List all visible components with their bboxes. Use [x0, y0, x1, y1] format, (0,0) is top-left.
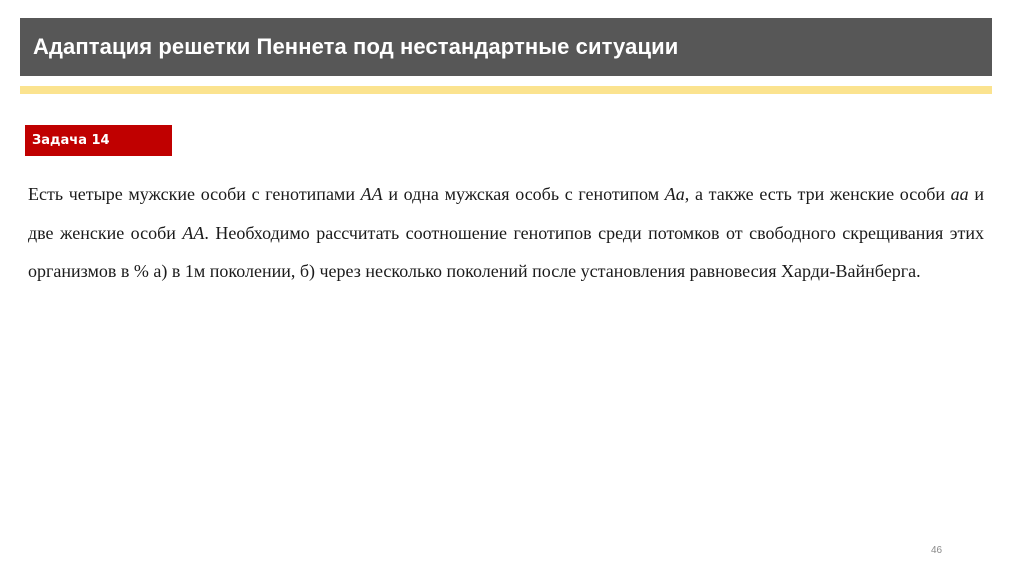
genotype-text: AA [182, 222, 205, 243]
task-text-part: , а также есть три женские особи [684, 184, 951, 204]
task-description [28, 175, 984, 291]
task-label: Задача 14 [32, 133, 110, 148]
task-badge [25, 125, 172, 156]
page-number: 46 [931, 545, 943, 556]
task-text-part: и одна мужская особь с генотипом [382, 184, 665, 204]
accent-divider [20, 86, 992, 94]
task-text-part: и две женские особи [28, 184, 984, 243]
genotype-text: aa [950, 184, 969, 204]
slide-header [20, 18, 992, 76]
task-text-part: . Необходимо рассчитать соотношение генотипов среди потомков от свободного скрещивания этих организмов в % а) в 1м поколении, б) через несколько поколений после установления равновесия Харди-Вайнберга. [28, 222, 984, 281]
slide-title: Адаптация решетки Пеннета под нестандартные ситуации [33, 34, 679, 59]
genotype-text: AA [360, 184, 383, 204]
genotype-text: Aa [664, 184, 685, 204]
task-text-part: Есть четыре мужские особи с генотипами [28, 184, 361, 204]
